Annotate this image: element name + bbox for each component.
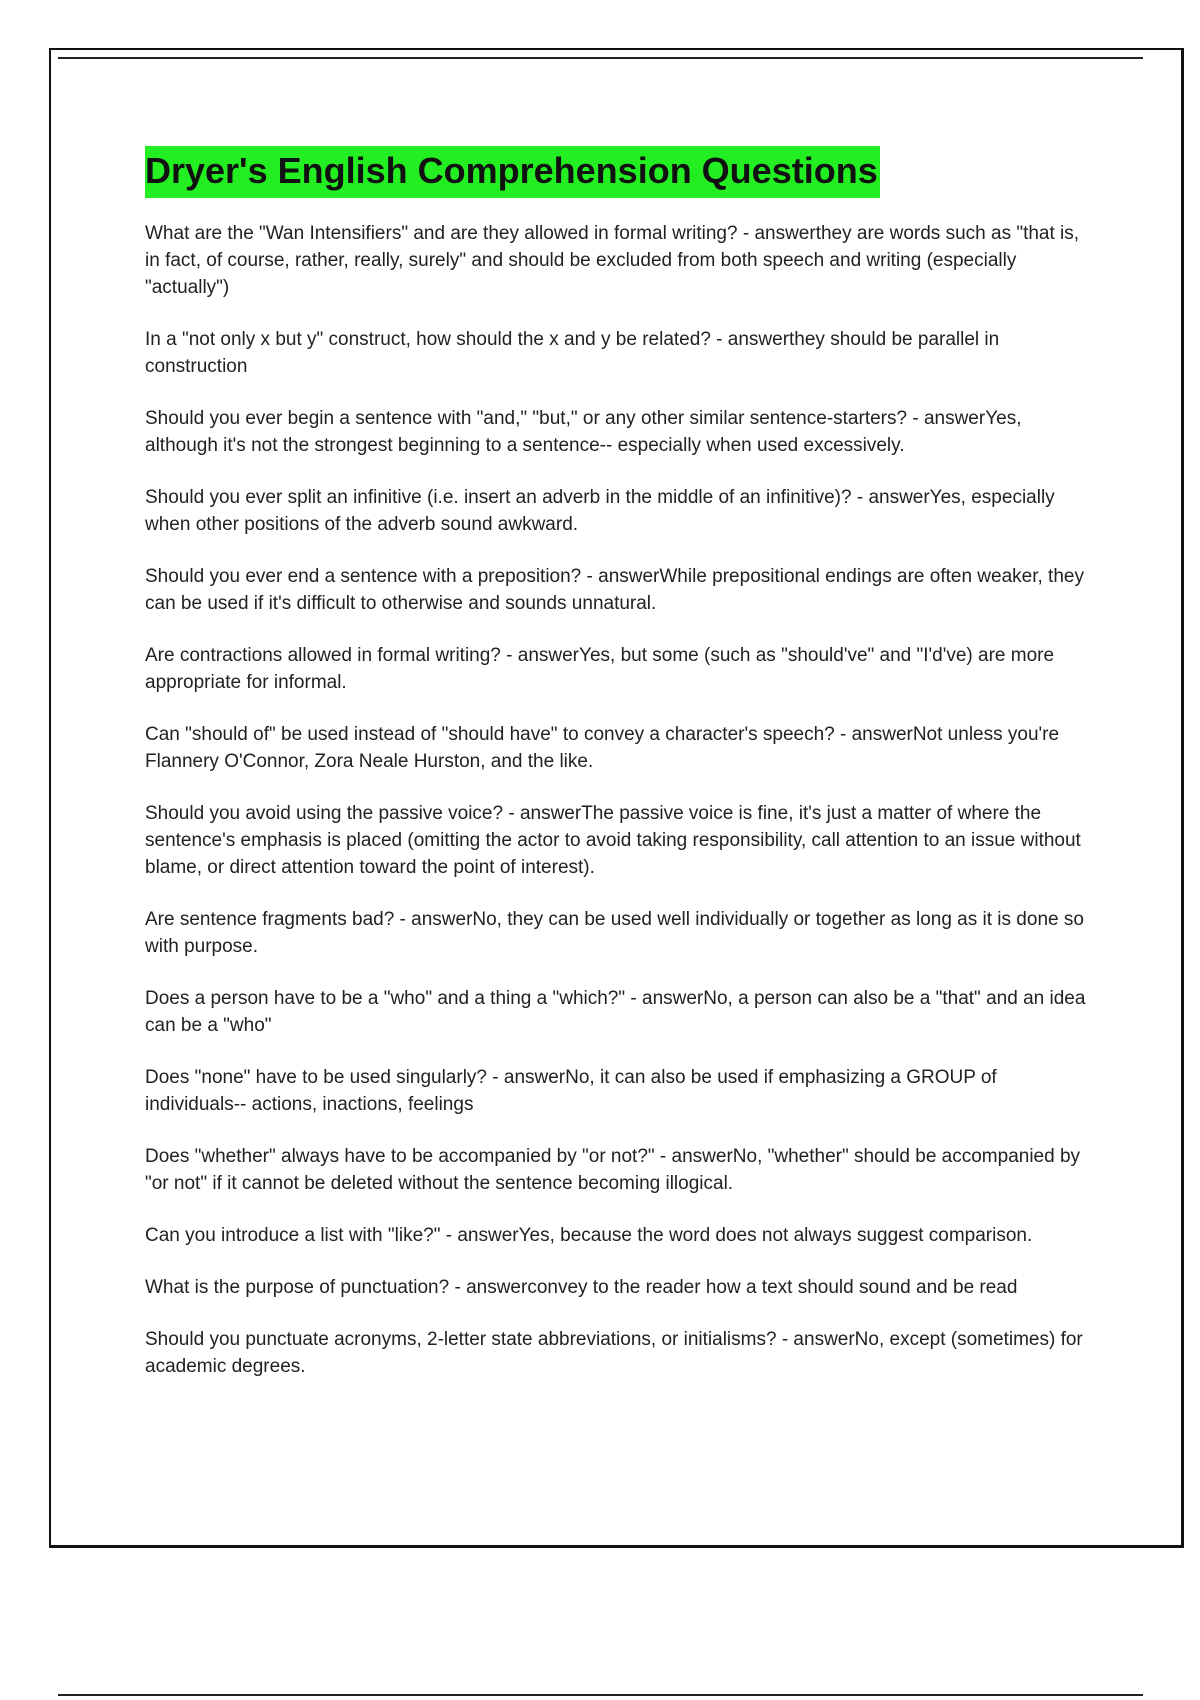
document-body (145, 146, 1095, 1405)
qa-item: Can you introduce a list with "like?" - answerYes, because the word does not always suggest comparison. (145, 1225, 1033, 1246)
qa-item: Are sentence fragments bad? - answerNo, they can be used well individually or together as long as it is done so with purpose. (145, 909, 1084, 957)
qa-item: Should you ever begin a sentence with "and," "but," or any other similar sentence-starters? - answerYes, although it's not the strongest beginning to a sentence-- especially when used excessively. (145, 408, 1022, 456)
qa-item: Does "none" have to be used singularly? - answerNo, it can also be used if emphasizing a GROUP of individuals-- actions, inactions, feelings (145, 1067, 997, 1115)
qa-item: Are contractions allowed in formal writing? - answerYes, but some (such as "should've" and "I'd've) are more appropriate for informal. (145, 645, 1055, 693)
qa-item: Does "whether" always have to be accompanied by "or not?" - answerNo, "whether" should be accompanied by "or not" if it cannot be deleted without the sentence becoming illogical. (145, 1146, 1081, 1194)
document-title: Dryer's English Comprehension Questions (145, 146, 880, 198)
qa-item: What are the "Wan Intensifiers" and are they allowed in formal writing? - answerthey are words such as "that is, in fact, of course, rather, really, surely" and should be excluded from both speech and writing (especially "actually") (145, 223, 1080, 298)
qa-item: Can "should of" be used instead of "should have" to convey a character's speech? - answerNot unless you're Flannery O'Connor, Zora Neale Hurston, and the like. (145, 724, 1060, 772)
qa-item: Should you punctuate acronyms, 2-letter state abbreviations, or initialisms? - answerNo, except (sometimes) for academic degrees. (145, 1329, 1083, 1377)
qa-item: Should you avoid using the passive voice? - answerThe passive voice is fine, it's just a matter of where the sentence's emphasis is placed (omitting the actor to avoid taking responsibility, call attention to an issue without blame, or direct attention toward the point of interest). (145, 803, 1081, 878)
qa-item: In a "not only x but y" construct, how should the x and y be related? - answerthey should be parallel in construction (145, 329, 1000, 377)
bottom-rule (58, 1694, 1143, 1696)
qa-item: Does a person have to be a "who" and a thing a "which?" - answerNo, a person can also be a "that" and an idea can be a "who" (145, 988, 1086, 1036)
qa-item: Should you ever end a sentence with a preposition? - answerWhile prepositional endings are often weaker, they can be used if it's difficult to otherwise and sounds unnatural. (145, 566, 1084, 614)
qa-item: Should you ever split an infinitive (i.e. insert an adverb in the middle of an infinitive)? - answerYes, especially when other positions of the adverb sound awkward. (145, 487, 1055, 535)
qa-item: What is the purpose of punctuation? - answerconvey to the reader how a text should sound and be read (145, 1277, 1018, 1298)
qa-list (145, 220, 1095, 1380)
